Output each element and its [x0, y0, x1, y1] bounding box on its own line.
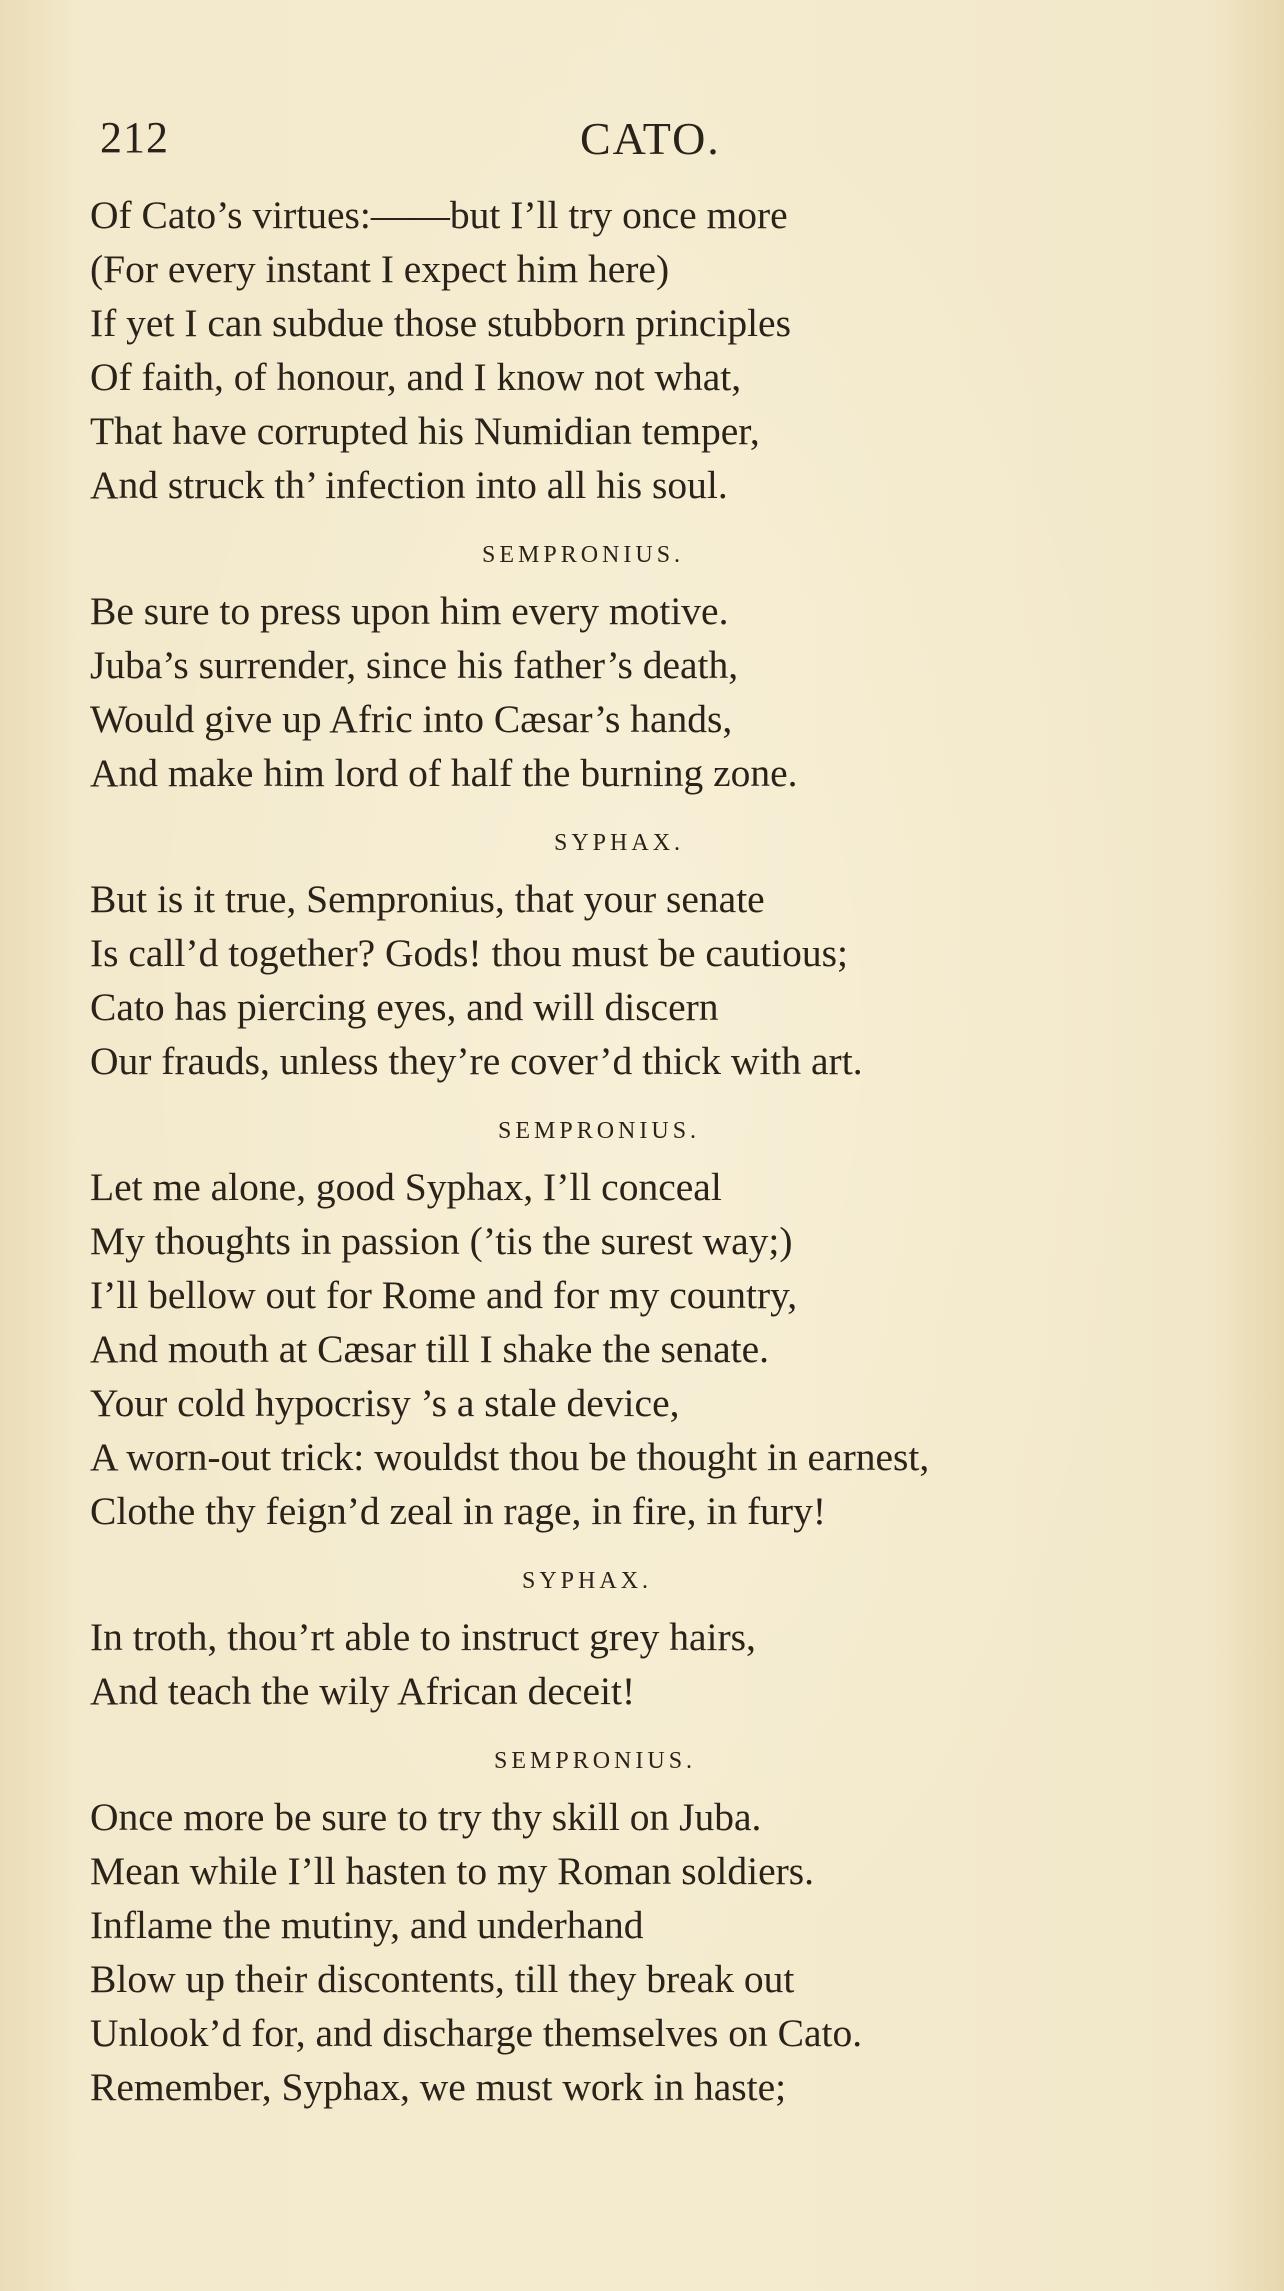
verse-block [90, 188, 1240, 512]
verse-line: Inflame the mutiny, and underhand [90, 1903, 644, 1947]
verse-line: Clothe thy feign’d zeal in rage, in fire, in fury! [90, 1489, 826, 1533]
verse-line: Would give up Afric into Cæsar’s hands, [90, 697, 733, 741]
speaker-heading: SEMPRONIUS. [494, 1748, 697, 1774]
verse-line: And teach the wily African deceit! [90, 1669, 636, 1713]
verse-line: Of faith, of honour, and I know not what, [90, 355, 742, 399]
verse-line: But is it true, Sempronius, that your senate [90, 877, 765, 921]
verse-line: Of Cato’s virtues:——but I’ll try once more [90, 193, 788, 237]
verse-block [90, 1610, 1240, 1718]
verse-line: Let me alone, good Syphax, I’ll conceal [90, 1165, 722, 1209]
verse-line: Unlook’d for, and discharge themselves on Cato. [90, 2011, 863, 2055]
verse-line: In troth, thou’rt able to instruct grey hairs, [90, 1615, 756, 1659]
verse-line: Blow up their discontents, till they break out [90, 1957, 795, 2001]
verse-line: Cato has piercing eyes, and will discern [90, 985, 719, 1029]
verse-line: Remember, Syphax, we must work in haste; [90, 2065, 787, 2109]
verse-line: If yet I can subdue those stubborn principles [90, 301, 791, 345]
speaker-heading: SEMPRONIUS. [498, 1118, 701, 1144]
verse-line: Your cold hypocrisy ’s a stale device, [90, 1381, 680, 1425]
page-number: 212 [100, 113, 169, 162]
verse-line: Once more be sure to try thy skill on Juba. [90, 1795, 762, 1839]
verse-line: A worn-out trick: wouldst thou be thought in earnest, [90, 1435, 930, 1479]
verse-line: Is call’d together? Gods! thou must be cautious; [90, 931, 849, 975]
verse-line: And make him lord of half the burning zone. [90, 751, 798, 795]
verse-line: Our frauds, unless they’re cover’d thick with art. [90, 1039, 863, 1083]
verse-line: My thoughts in passion (’tis the surest way;) [90, 1219, 793, 1263]
verse-line: And struck th’ infection into all his soul. [90, 463, 728, 507]
speaker-heading: SYPHAX. [554, 830, 685, 856]
verse-line: I’ll bellow out for Rome and for my country, [90, 1273, 798, 1317]
verse-block [90, 584, 1240, 800]
verse-line: And mouth at Cæsar till I shake the senate. [90, 1327, 770, 1371]
verse-block [90, 872, 1240, 1088]
running-title: CATO. [580, 113, 721, 164]
verse-line: That have corrupted his Numidian temper, [90, 409, 760, 453]
verse-line: Juba’s surrender, since his father’s death, [90, 643, 739, 687]
verse-line: (For every instant I expect him here) [90, 247, 670, 291]
verse-line: Be sure to press upon him every motive. [90, 589, 729, 633]
verse-line: Mean while I’ll hasten to my Roman soldiers. [90, 1849, 815, 1893]
speaker-heading: SYPHAX. [522, 1568, 653, 1594]
play-text [90, 188, 1240, 2114]
page-header [100, 112, 1180, 172]
speaker-heading: SEMPRONIUS. [482, 542, 685, 568]
verse-block [90, 1790, 1240, 2114]
verse-block [90, 1160, 1240, 1538]
